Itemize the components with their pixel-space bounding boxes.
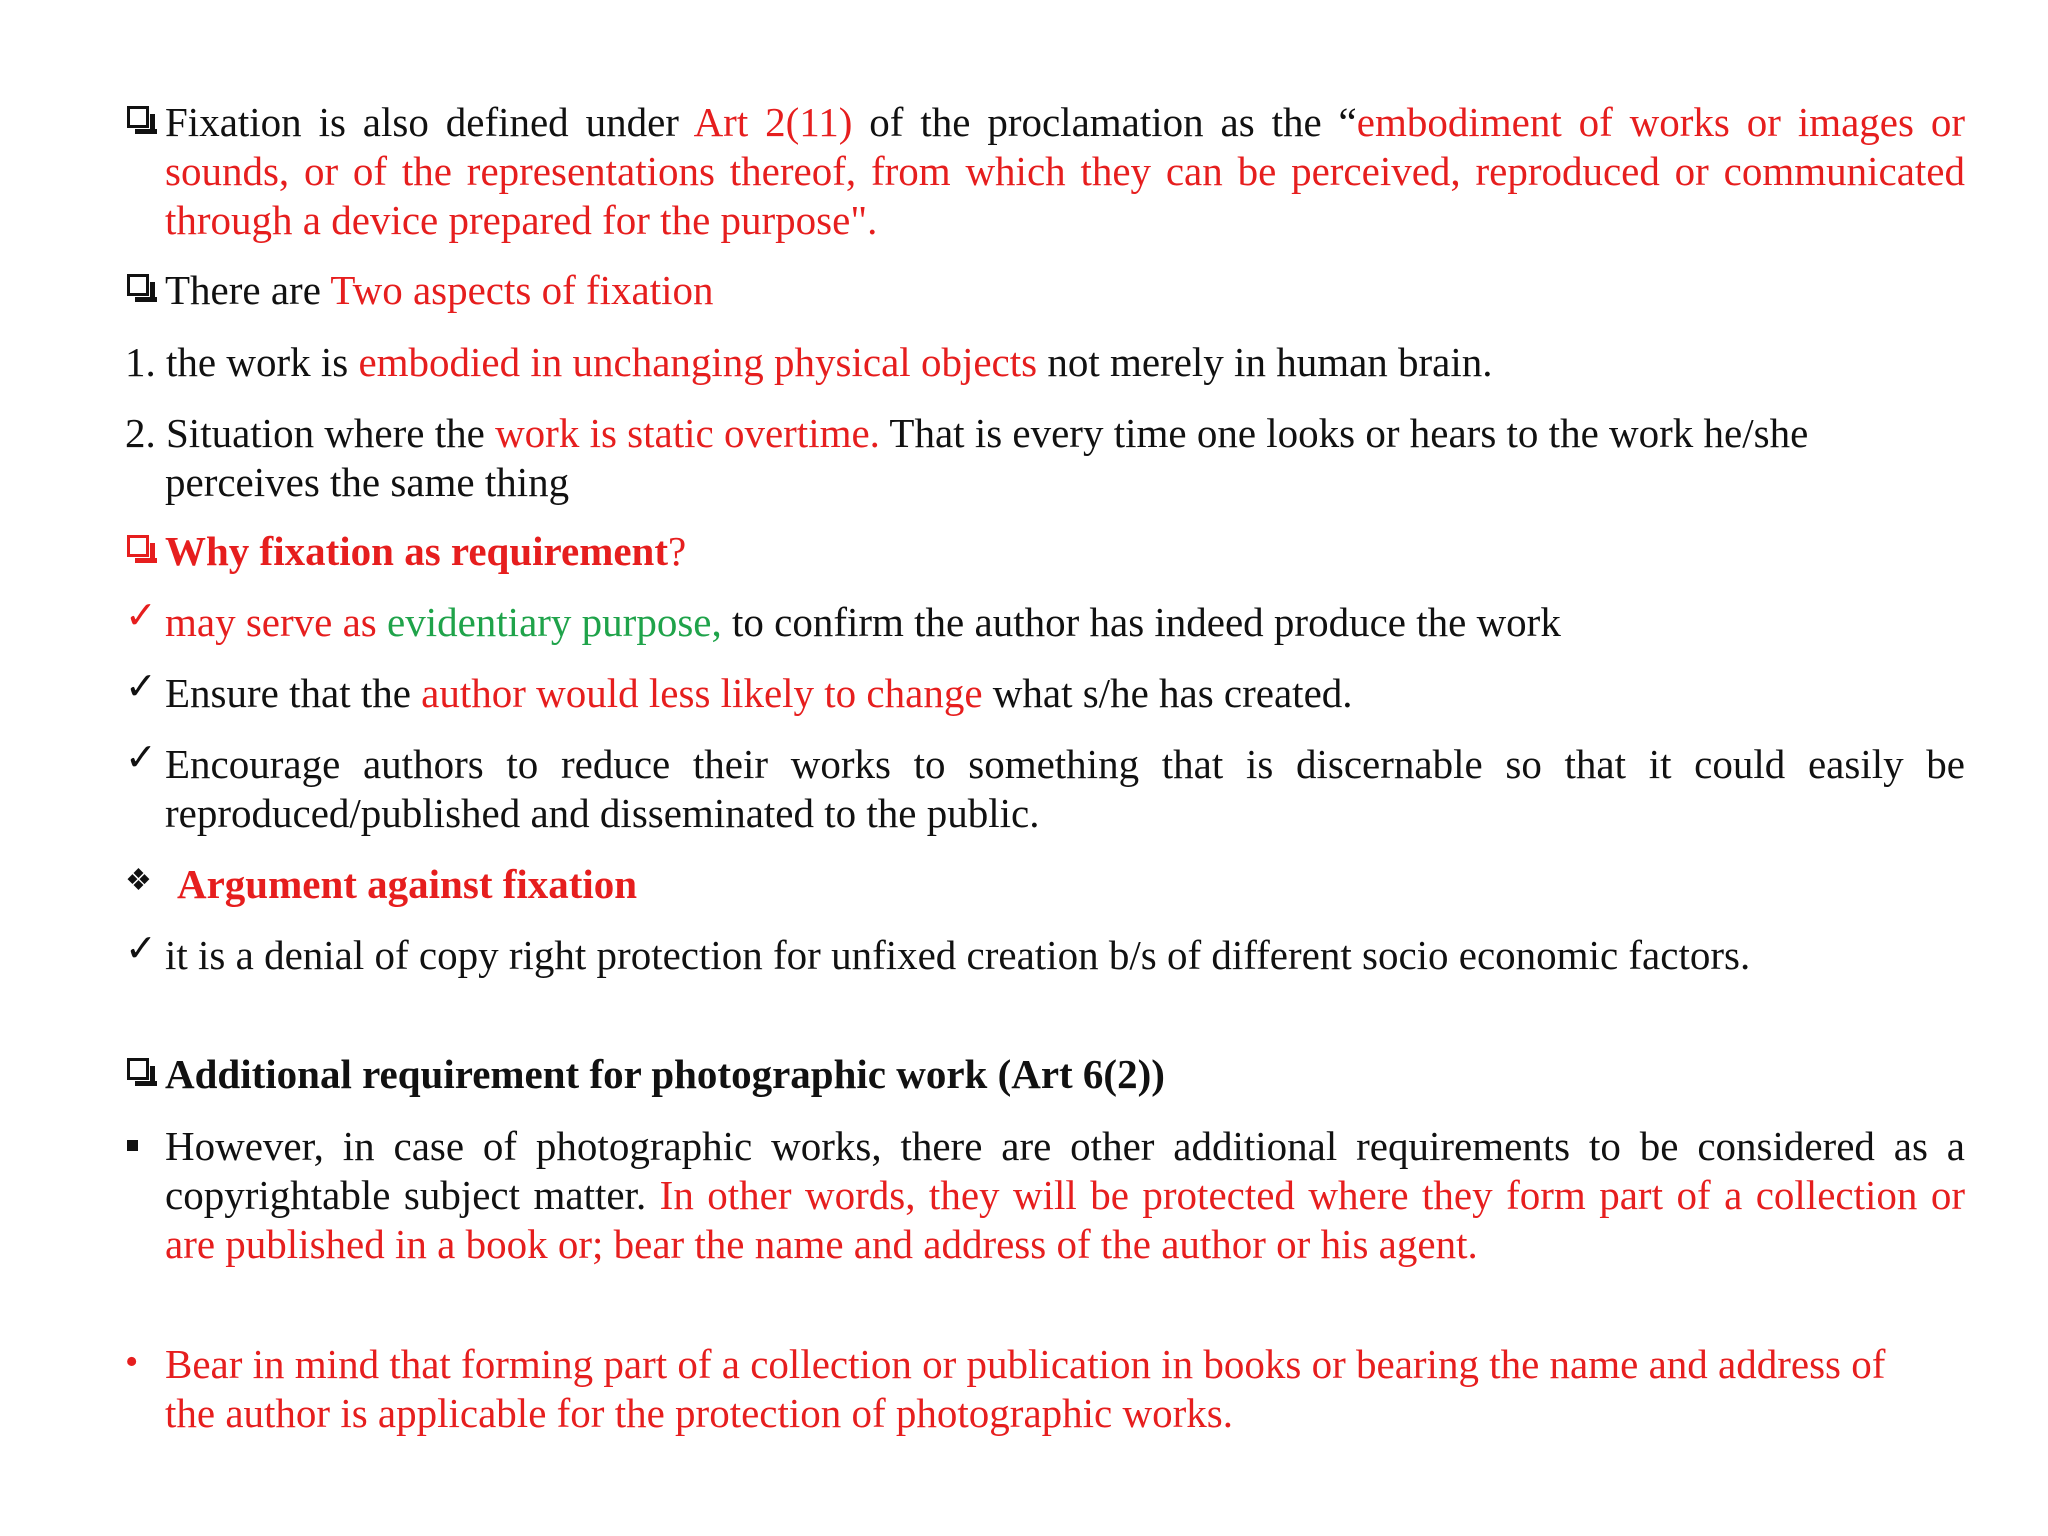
hollow-square-bullet-icon — [127, 274, 149, 296]
section-heading: Argument against fixation — [177, 861, 638, 907]
hollow-square-bullet-icon — [127, 535, 149, 557]
paragraph-bear-in-mind — [125, 1340, 1925, 1438]
check-item — [125, 666, 2048, 718]
square-item — [125, 1122, 1965, 1269]
text-run: Fixation is also defined under — [165, 99, 694, 145]
paragraph-aspect-1 — [125, 338, 2048, 387]
text-run: However, in case of photographic works, there are other additional requirements to be considered as a copyrightable subject matter. — [165, 1123, 1965, 1218]
highlight-text: author would less likely to change — [421, 670, 983, 716]
text-run: ? — [668, 528, 687, 574]
bullet-item — [125, 527, 2048, 576]
check-item — [125, 595, 2048, 647]
filled-square-bullet-icon — [127, 1140, 138, 1151]
diamond-item — [125, 860, 2048, 909]
text-run: Situation where the — [166, 410, 496, 456]
highlight-text: work is static overtime. — [495, 410, 880, 456]
text-run: Bear in mind that forming part of a collection or publication in books or bearing the name and address of the author is applicable for the protection of photographic works. — [165, 1341, 1886, 1436]
paragraph-fixation-definition — [125, 98, 1965, 245]
text-run: There are — [165, 267, 331, 313]
bullet-item — [125, 266, 2048, 315]
text-run: what s/he has created. — [982, 670, 1353, 716]
text-run: Ensure that the — [165, 670, 422, 716]
paragraph-why-fixation — [125, 527, 2048, 576]
checkmark-icon: ✓ — [125, 666, 157, 708]
paragraph-photographic — [125, 1122, 1965, 1269]
text-run: not merely in human brain. — [1037, 339, 1493, 385]
numbered-item — [125, 338, 2048, 387]
check-item — [125, 737, 1965, 838]
paragraph-aspect-2 — [125, 409, 1965, 507]
diamond-bullet-icon: ❖ — [125, 864, 152, 897]
highlight-text: evidentiary purpose, — [387, 599, 722, 645]
section-heading: Why fixation as requirement — [165, 528, 669, 574]
paragraph-ensure — [125, 666, 2048, 718]
text-run: the work is — [166, 339, 359, 385]
bullet-item — [125, 98, 1965, 245]
paragraph-denial — [125, 928, 1965, 980]
highlight-text: Two aspects of fixation — [330, 267, 714, 313]
check-item — [125, 928, 1965, 980]
item-number: 1. — [125, 339, 166, 385]
highlight-text: In other words, they will be protected where they form part of a collection or are published in a book or; bear the name and address of the author or his agent. — [165, 1172, 1966, 1267]
section-heading: Additional requirement for photographic work (Art 6(2)) — [165, 1051, 1165, 1097]
paragraph-encourage — [125, 737, 1965, 838]
definition-quote: embodiment of works or images or sounds, or of the representations thereof, from which they can be perceived, reproduced or communicated through a device prepared for the purpose". — [165, 99, 1965, 243]
checkmark-icon: ✓ — [125, 737, 157, 779]
text-run: Encourage authors to reduce their works to something that is discernable so that it could easily be reproduced/published and disseminated to the public. — [165, 741, 1965, 836]
highlight-text: embodied in unchanging physical objects — [358, 339, 1038, 385]
dot-bullet-icon: • — [125, 1341, 139, 1383]
article-reference: Art 2(11) — [693, 99, 853, 145]
paragraph-evidentiary — [125, 595, 2048, 647]
text-run: may serve as — [165, 599, 387, 645]
bullet-item — [125, 1050, 2048, 1099]
text-run: it is a denial of copy right protection for unfixed creation b/s of different socio economic factors. — [165, 932, 1751, 978]
dot-item — [125, 1340, 1925, 1438]
checkmark-icon: ✓ — [125, 928, 157, 970]
paragraph-additional-heading — [125, 1050, 2048, 1099]
checkmark-icon: ✓ — [125, 595, 157, 637]
hollow-square-bullet-icon — [127, 1058, 149, 1080]
item-number: 2. — [125, 410, 166, 456]
paragraph-argument-heading — [125, 860, 2048, 909]
text-run: to confirm the author has indeed produce the work — [721, 599, 1561, 645]
hollow-square-bullet-icon — [127, 106, 149, 128]
text-run: of the proclamation as the “ — [852, 99, 1357, 145]
paragraph-two-aspects — [125, 266, 2048, 315]
text-run: That is every time one looks or hears to the work he/she perceives the same thing — [165, 410, 1809, 505]
numbered-item — [125, 409, 1965, 507]
